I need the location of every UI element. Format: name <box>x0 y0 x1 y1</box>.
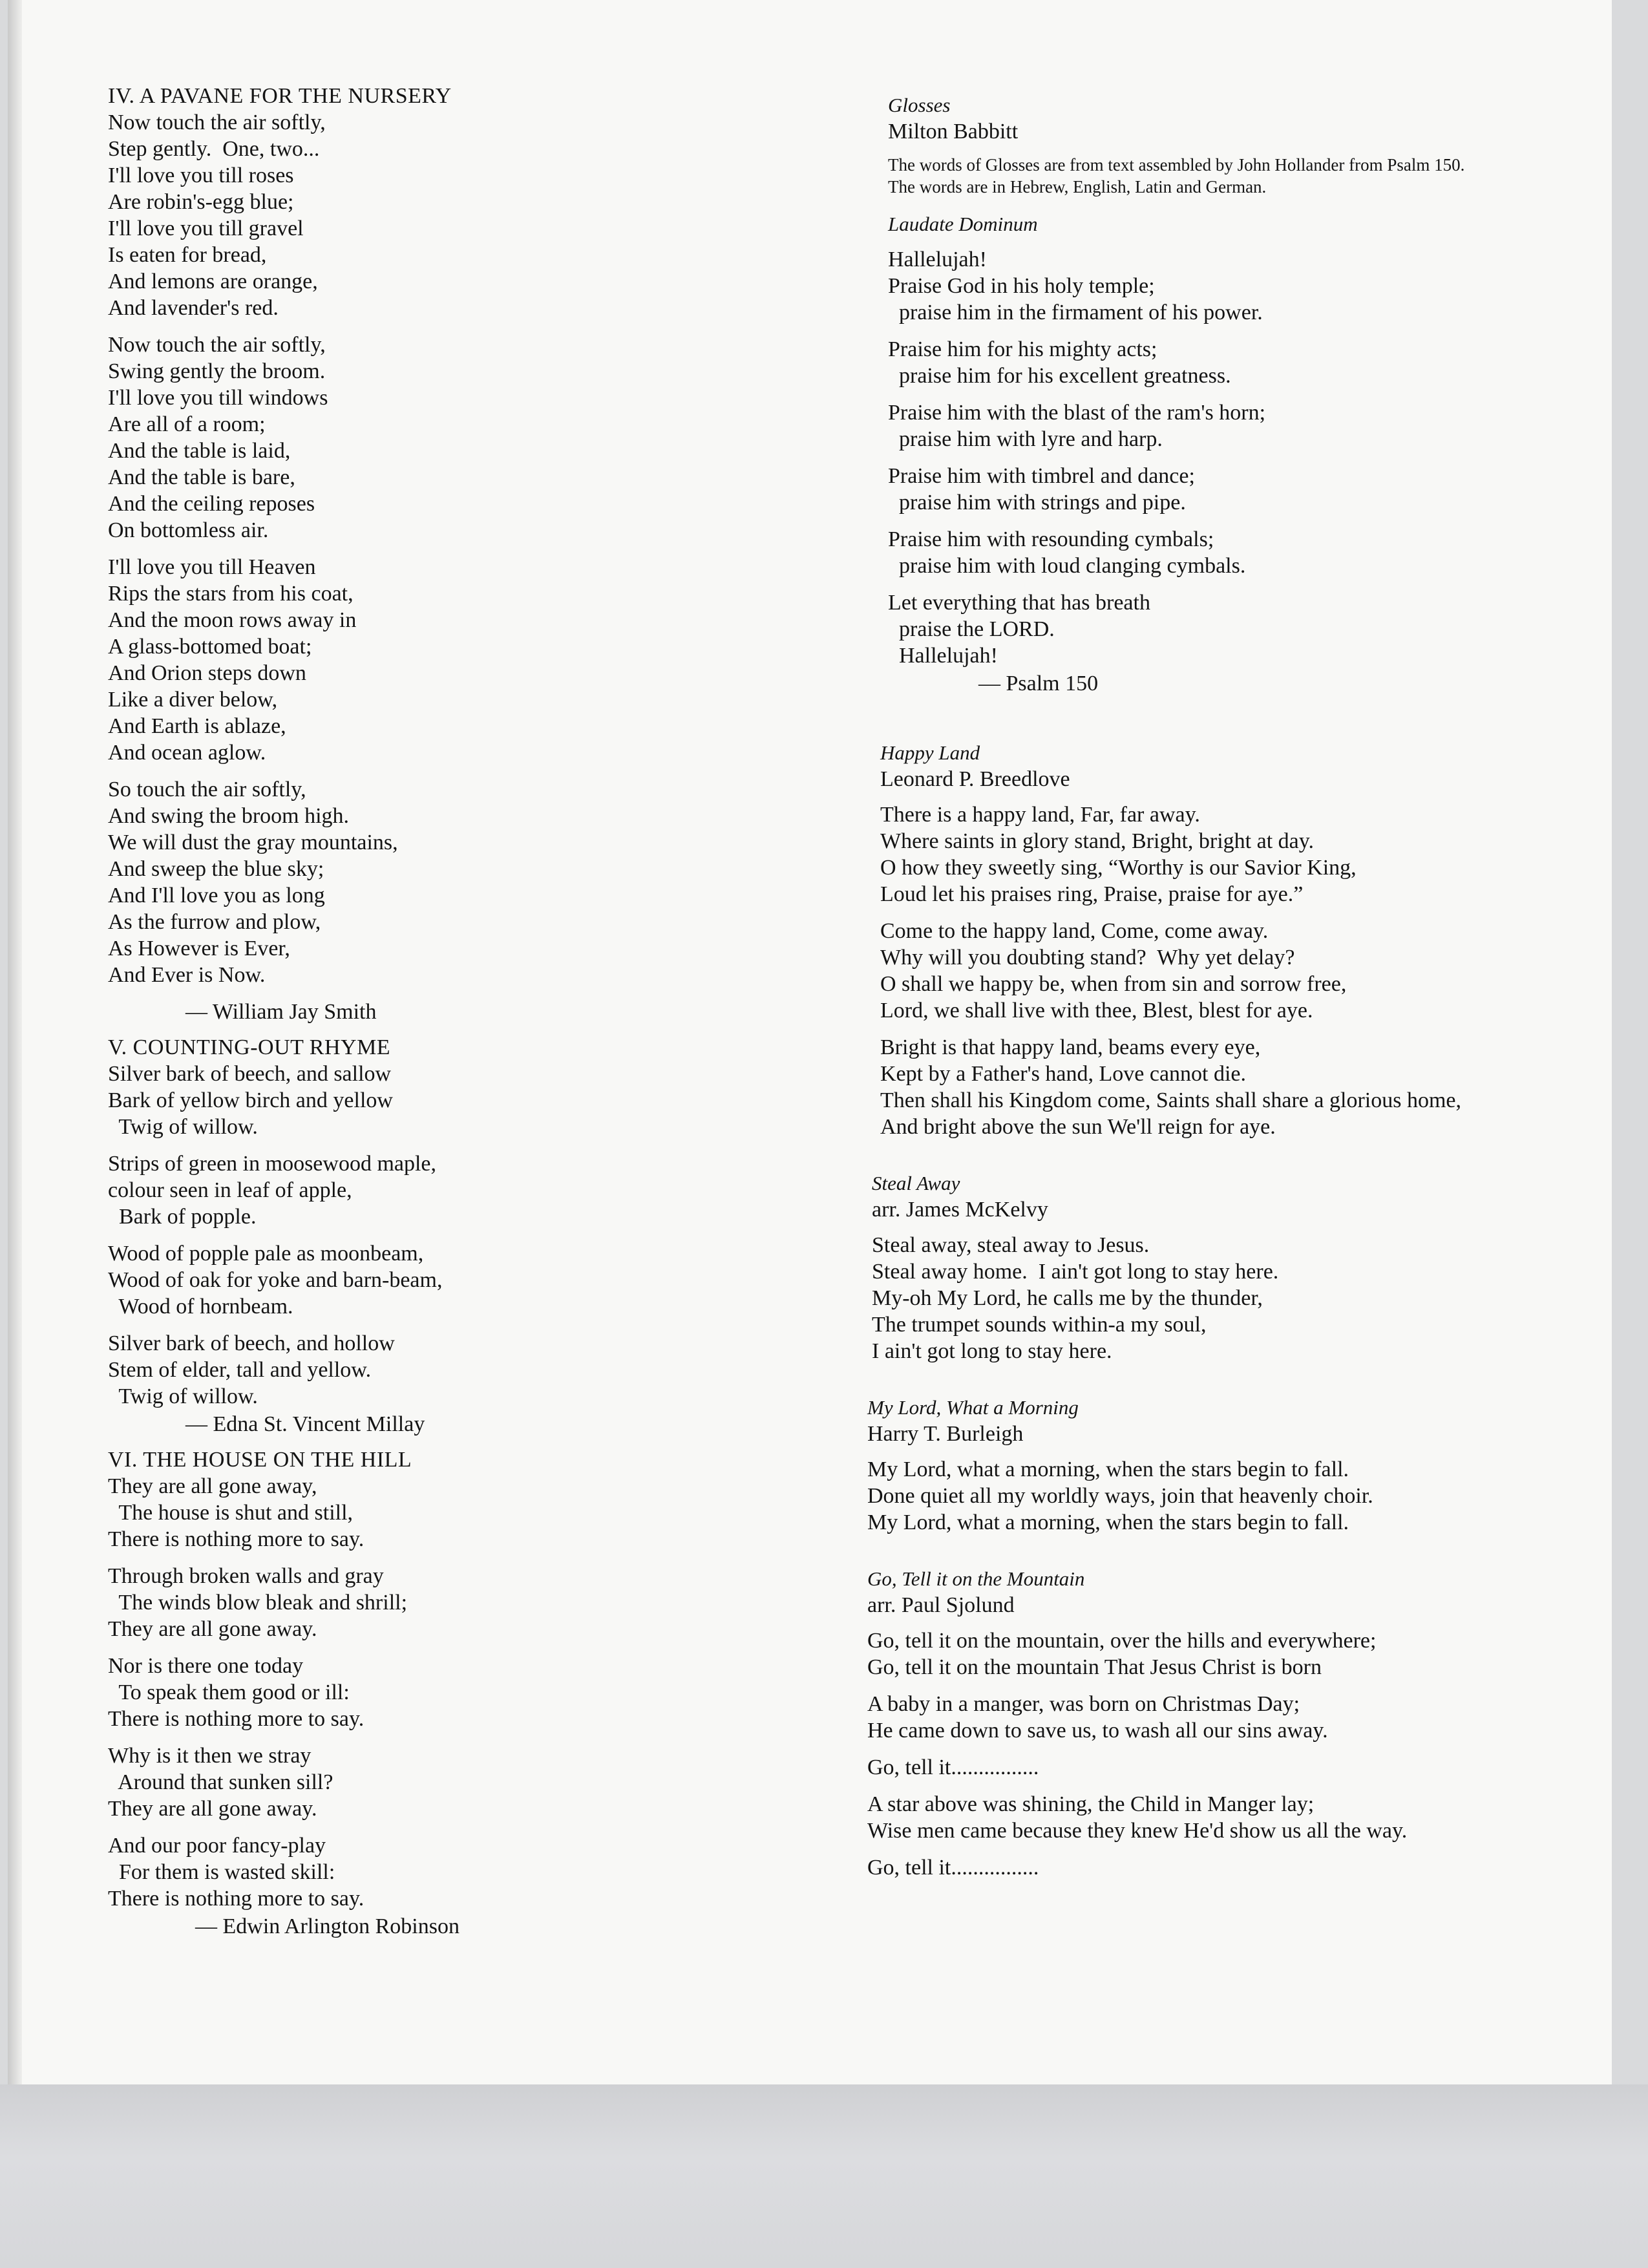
stanza <box>867 1854 1611 1881</box>
verse-line: praise him with loud clanging cymbals. <box>888 554 1246 578</box>
verse-line: And lemons are orange, <box>108 270 318 293</box>
piece-title: My Lord, What a Morning <box>867 1396 1079 1419</box>
verse-line: Wood of popple pale as moonbeam, <box>108 1242 424 1266</box>
spacer <box>867 706 1611 739</box>
page-fold <box>8 0 22 2084</box>
verse-line: The winds blow bleak and shrill; <box>108 1591 408 1615</box>
verse-line: praise him with strings and pipe. <box>888 491 1186 514</box>
verse-line: A glass-bottomed boat; <box>108 635 312 659</box>
piece-happy-land <box>867 739 1611 1140</box>
verse-line: And lavender's red. <box>108 296 279 320</box>
verse-line: I'll love you till windows <box>108 386 328 410</box>
verse-line: And the table is laid, <box>108 439 291 463</box>
verse-line: They are all gone away. <box>108 1797 317 1821</box>
piece-title: Happy Land <box>880 741 980 764</box>
stanza <box>888 526 1611 579</box>
stanza <box>108 1330 819 1410</box>
verse-line: There is nothing more to say. <box>108 1527 364 1551</box>
verse-line: Silver bark of beech, and hollow <box>108 1331 395 1355</box>
poem-author: — William Jay Smith <box>185 1000 377 1024</box>
piece-go-tell-it <box>867 1565 1611 1881</box>
verse-line: Hallelujah! <box>888 644 998 668</box>
piece-title: Laudate Dominum <box>888 213 1038 235</box>
verse-line: There is a happy land, Far, far away. <box>880 803 1200 827</box>
verse-line: And Earth is ablaze, <box>108 714 286 738</box>
stanza <box>108 1473 819 1553</box>
verse-line: Twig of willow. <box>108 1115 258 1139</box>
verse-line: And swing the broom high. <box>108 804 350 828</box>
piece-laudate-dominum <box>867 211 1611 697</box>
verse-line: There is nothing more to say. <box>108 1887 364 1911</box>
note-line: The words of Glosses are from text assembled by John Hollander from Psalm 150. <box>888 155 1465 175</box>
verse-line: There is nothing more to say. <box>108 1707 364 1731</box>
stanza <box>880 918 1611 1024</box>
stanza <box>888 246 1611 326</box>
stanza <box>108 1832 819 1912</box>
verse-line: Praise God in his holy temple; <box>888 274 1155 298</box>
verse-line: And bright above the sun We'll reign for aye. <box>880 1115 1276 1139</box>
stanza <box>867 1456 1611 1536</box>
stanza <box>880 801 1611 907</box>
verse-line: Nor is there one today <box>108 1654 304 1678</box>
verse-line: My Lord, what a morning, when the stars begin to fall. <box>867 1510 1349 1534</box>
stanza <box>108 109 819 321</box>
verse-line: They are all gone away, <box>108 1474 317 1498</box>
verse-line: I'll love you till Heaven <box>108 555 316 579</box>
verse-line: Praise him with the blast of the ram's horn; <box>888 401 1266 425</box>
note-line: The words are in Hebrew, English, Latin and German. <box>888 177 1267 196</box>
verse-line: My-oh My Lord, he calls me by the thunder, <box>872 1286 1263 1310</box>
verse-line: And ocean aglow. <box>108 741 266 765</box>
verse-line: Praise him with timbrel and dance; <box>888 464 1195 488</box>
verse-line: Praise him for his mighty acts; <box>888 337 1157 361</box>
right-column <box>867 92 1611 1891</box>
stanza <box>888 589 1611 669</box>
spacer <box>867 1375 1611 1394</box>
verse-line: Lord, we shall live with thee, Blest, blest for aye. <box>880 999 1313 1023</box>
verse-line: And sweep the blue sky; <box>108 857 324 881</box>
scripture-source: — Psalm 150 <box>978 672 1099 695</box>
stanza-group <box>872 1232 1611 1364</box>
stanza <box>108 554 819 766</box>
verse-line: The house is shut and still, <box>108 1501 354 1525</box>
verse-line: Like a diver below, <box>108 688 278 712</box>
stanza <box>872 1232 1611 1364</box>
verse-line: Go, tell it on the mountain That Jesus Christ is born <box>867 1655 1322 1679</box>
stanza-group <box>867 1456 1611 1536</box>
poem-author: — Edna St. Vincent Millay <box>185 1412 425 1436</box>
verse-line: Go, tell it on the mountain, over the hills and everywhere; <box>867 1629 1377 1653</box>
verse-line: Through broken walls and gray <box>108 1564 384 1588</box>
poem-counting-out-rhyme <box>108 1034 819 1437</box>
verse-line: And the table is bare, <box>108 465 295 489</box>
verse-line: Why will you doubting stand? Why yet delay? <box>880 946 1295 970</box>
verse-line: For them is wasted skill: <box>108 1860 335 1884</box>
composer: Harry T. Burleigh <box>867 1422 1024 1446</box>
verse-line: As However is Ever, <box>108 937 290 960</box>
verse-line: Strips of green in moosewood maple, <box>108 1152 437 1176</box>
verse-line: And Orion steps down <box>108 661 306 685</box>
verse-line: Is eaten for bread, <box>108 243 267 267</box>
verse-line: Step gently. One, two... <box>108 137 320 161</box>
verse-line: Silver bark of beech, and sallow <box>108 1062 392 1086</box>
stanza <box>888 336 1611 389</box>
poem-heading: V. COUNTING-OUT RHYME <box>108 1035 391 1059</box>
verse-line: Done quiet all my worldly ways, join that heavenly choir. <box>867 1484 1373 1508</box>
verse-line: Wood of oak for yoke and barn-beam, <box>108 1268 443 1292</box>
verse-line: Hallelujah! <box>888 248 987 271</box>
stanza <box>108 1240 819 1320</box>
stanza-group <box>888 246 1611 669</box>
stanza <box>108 1061 819 1140</box>
stanza-group <box>108 1473 819 1912</box>
verse-line: Stem of elder, tall and yellow. <box>108 1358 372 1382</box>
verse-line: We will dust the gray mountains, <box>108 831 398 854</box>
composer: arr. James McKelvy <box>872 1198 1048 1222</box>
verse-line: Let everything that has breath <box>888 591 1150 615</box>
verse-line: Around that sunken sill? <box>108 1770 333 1794</box>
verse-line: Bright is that happy land, beams every eye, <box>880 1035 1261 1059</box>
stanza <box>108 776 819 988</box>
verse-line: Bark of popple. <box>108 1205 257 1229</box>
verse-line: Praise him with resounding cymbals; <box>888 527 1214 551</box>
verse-line: The trumpet sounds within-a my soul, <box>872 1313 1207 1337</box>
verse-line: Twig of willow. <box>108 1384 258 1408</box>
piece-title: Go, Tell it on the Mountain <box>867 1567 1085 1590</box>
verse-line: And I'll love you as long <box>108 884 325 907</box>
verse-line: To speak them good or ill: <box>108 1680 350 1704</box>
verse-line: colour seen in leaf of apple, <box>108 1178 352 1202</box>
stanza <box>867 1791 1611 1844</box>
composer: arr. Paul Sjolund <box>867 1593 1015 1617</box>
verse-line: Steal away home. I ain't got long to stay here. <box>872 1260 1279 1284</box>
stanza <box>888 463 1611 516</box>
verse-line: I'll love you till roses <box>108 164 294 187</box>
verse-line: O how they sweetly sing, “Worthy is our Savior King, <box>880 856 1357 880</box>
verse-line: praise him in the firmament of his power. <box>888 301 1263 324</box>
verse-line: Wood of hornbeam. <box>108 1295 293 1319</box>
stanza <box>108 1653 819 1732</box>
stanza <box>867 1691 1611 1744</box>
verse-line: And the moon rows away in <box>108 608 357 632</box>
verse-line: He came down to save us, to wash all our sins away. <box>867 1719 1328 1743</box>
poem-author: — Edwin Arlington Robinson <box>195 1914 460 1938</box>
verse-line: praise the LORD. <box>888 617 1055 641</box>
left-column <box>108 83 819 1949</box>
verse-line: Are robin's-egg blue; <box>108 190 294 214</box>
poem-heading: VI. THE HOUSE ON THE HILL <box>108 1448 412 1472</box>
verse-line: Kept by a Father's hand, Love cannot die. <box>880 1062 1247 1086</box>
composer: Leonard P. Breedlove <box>880 767 1070 791</box>
stanza-group <box>880 801 1611 1140</box>
piece-title: Glosses <box>888 94 951 116</box>
stanza <box>888 399 1611 452</box>
stanza-group <box>867 1627 1611 1881</box>
verse-line: Swing gently the broom. <box>108 359 326 383</box>
verse-line: Come to the happy land, Come, come away. <box>880 919 1269 943</box>
stanza-group <box>108 109 819 988</box>
verse-line: Now touch the air softly, <box>108 111 326 134</box>
scan-background <box>0 2084 1648 2268</box>
verse-line: A star above was shining, the Child in Manger lay; <box>867 1792 1315 1816</box>
piece-glosses <box>867 92 1611 198</box>
poem-heading: IV. A PAVANE FOR THE NURSERY <box>108 84 452 108</box>
verse-line: Loud let his praises ring, Praise, praise for aye.” <box>880 882 1304 906</box>
verse-line: Then shall his Kingdom come, Saints shall share a glorious home, <box>880 1088 1461 1112</box>
spacer <box>867 1546 1611 1565</box>
stanza <box>108 1150 819 1230</box>
verse-line: They are all gone away. <box>108 1617 317 1641</box>
piece-steal-away <box>867 1170 1611 1364</box>
verse-line: praise him for his excellent greatness. <box>888 364 1231 388</box>
verse-line: Rips the stars from his coat, <box>108 582 354 606</box>
verse-line: Why is it then we stray <box>108 1744 312 1768</box>
stanza <box>867 1627 1611 1680</box>
composer: Milton Babbitt <box>888 120 1019 143</box>
verse-line: Where saints in glory stand, Bright, bright at day. <box>880 829 1315 853</box>
stanza <box>880 1034 1611 1140</box>
verse-line: A baby in a manger, was born on Christmas Day; <box>867 1692 1300 1716</box>
verse-line: O shall we happy be, when from sin and sorrow free, <box>880 972 1347 996</box>
program-note <box>888 154 1611 198</box>
spacer <box>867 1150 1611 1170</box>
verse-line: Now touch the air softly, <box>108 333 326 357</box>
verse-line: And Ever is Now. <box>108 963 266 987</box>
stanza-group <box>108 1061 819 1410</box>
verse-line: Go, tell it................ <box>867 1755 1039 1779</box>
verse-line: Bark of yellow birch and yellow <box>108 1088 393 1112</box>
verse-line: I'll love you till gravel <box>108 217 304 240</box>
verse-line: Wise men came because they knew He'd show us all the way. <box>867 1819 1408 1843</box>
stanza <box>867 1754 1611 1781</box>
verse-line: Are all of a room; <box>108 412 266 436</box>
verse-line: Steal away, steal away to Jesus. <box>872 1233 1150 1257</box>
verse-line: praise him with lyre and harp. <box>888 427 1163 451</box>
piece-my-lord-what-a-morning <box>867 1394 1611 1536</box>
verse-line: I ain't got long to stay here. <box>872 1339 1112 1363</box>
verse-line: My Lord, what a morning, when the stars begin to fall. <box>867 1457 1349 1481</box>
page-sheet <box>8 0 1612 2084</box>
stanza <box>108 332 819 544</box>
verse-line: On bottomless air. <box>108 518 269 542</box>
stanza <box>108 1563 819 1642</box>
verse-line: So touch the air softly, <box>108 778 306 801</box>
verse-line: And our poor fancy-play <box>108 1834 326 1858</box>
verse-line: As the furrow and plow, <box>108 910 321 934</box>
piece-title: Steal Away <box>872 1172 960 1194</box>
poem-house-on-the-hill <box>108 1447 819 1940</box>
verse-line: Go, tell it................ <box>867 1856 1039 1880</box>
stanza <box>108 1743 819 1822</box>
poem-pavane <box>108 83 819 1025</box>
verse-line: And the ceiling reposes <box>108 492 315 516</box>
